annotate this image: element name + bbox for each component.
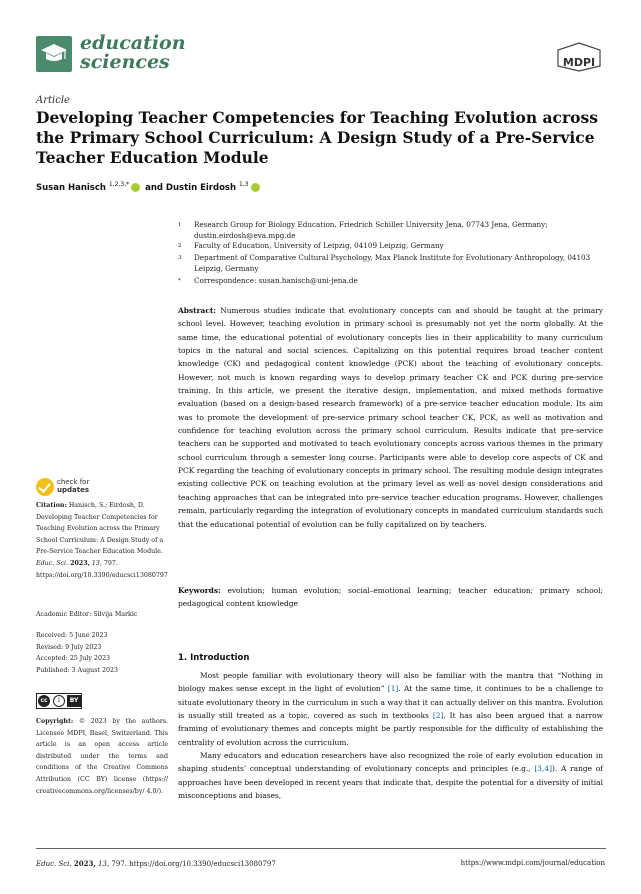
- citation-link[interactable]: [1]: [387, 684, 399, 694]
- affiliation-number: 1: [178, 222, 182, 228]
- citation-label: Citation:: [36, 502, 67, 509]
- check-for-updates-label[interactable]: [57, 478, 89, 494]
- journal-name-line2: sciences: [80, 51, 170, 73]
- journal-logo: [36, 36, 72, 72]
- abstract-text: Numerous studies indicate that evolutionary concepts can and should be taught at the primary school level. However, teaching evolution in primary school is presumably not yet the norm globally. At the same time, the educational potential of evolutionary concepts lies in their applicability to many curriculum topics in the natural and social sciences. Capitalizing on this potential requires broad teacher content knowledge (CK) and pedagogical content knowledge (PCK) about the teaching of evolutionary concepts. However, not much is known regarding ways to develop primary teacher CK and PCK during pre-service training. In this article, we present the iterative design, implementation, and mixed methods formative evaluation (based on a design-based research framework) of a pre-service teacher education module. Its aim was to promote the development of pre-service primary school teacher CK, PCK, as well as motivation and confidence for teaching evolution across the primary school curriculum. Results indicate that pre-service teachers can be supported and motivated to teach evolutionary concepts across various themes in the primary school curriculum through a semester long course. Participants were able to develop core aspects of CK and PCK regarding the teaching of evolutionary concepts in primary school. The resulting module design integrates existing collective PCK on teaching evolution at the primary level as well as novel design considerations and teaching approaches that can be integrated into pre-service teacher education programs. However, challenges remain, particularly regarding the integration of evolutionary concepts in mandated curriculum standards such that the educational potential of evolution can be fully capitalized on by teachers.: [178, 306, 603, 529]
- footer-divider: [36, 848, 606, 849]
- orcid-icon[interactable]: [131, 183, 140, 192]
- affiliation-number: 3: [178, 255, 182, 261]
- article-type: Article: [36, 95, 70, 106]
- author-list: [36, 181, 262, 193]
- citation-text: Hanisch, S.; Eirdosh, D. Developing Teacher Competencies for Teaching Evolution across the Primary School Curriculum: A Design Study of a Pre-Service Teacher Education Module.: [36, 502, 164, 556]
- cc-license-badge[interactable]: [36, 693, 82, 709]
- date-published: Published: 3 August 2023: [36, 666, 119, 674]
- author-name[interactable]: Dustin Eirdosh: [165, 182, 237, 193]
- academic-editor: Academic Editor: Silvija Markic: [36, 611, 138, 618]
- footer-year: 2023,: [73, 859, 96, 868]
- by-icon: BY: [67, 695, 81, 707]
- abstract: [178, 304, 603, 531]
- footer-journal: Educ. Sci.: [36, 860, 72, 868]
- attribution-icon: i: [53, 695, 65, 707]
- citation-link[interactable]: [3,4]: [534, 764, 553, 774]
- copyright-block: [36, 716, 168, 797]
- affiliation-text: Faculty of Education, University of Leipzig, 04109 Leipzig, Germany: [194, 241, 444, 250]
- intro-body: [178, 669, 603, 802]
- graduation-cap-icon: [40, 42, 68, 66]
- footer-journal-url[interactable]: https://www.mdpi.com/journal/education: [460, 859, 605, 867]
- publisher-name: MDPI: [562, 56, 596, 69]
- publisher-logo: [556, 42, 602, 72]
- paragraph-text: ). A range of approaches have been developed in recent years that indicate that, despite the potential for a diversity of initial misconceptions and biases,: [178, 764, 603, 801]
- date-received: Received: 5 June 2023: [36, 632, 108, 639]
- dates-block: [36, 630, 168, 676]
- journal-name-line1: education: [80, 32, 186, 54]
- paragraph-text: . It has also been argued that a narrow framing of evolutionary themes and concepts might be partly responsible for the difficulty of establishing the centrality of evolution across the curriculum.: [178, 711, 603, 747]
- author-name[interactable]: Susan Hanisch: [36, 182, 106, 193]
- date-accepted: Accepted: 25 July 2023: [36, 655, 110, 663]
- check-line1: check for: [57, 478, 90, 486]
- correspondence: [178, 276, 603, 287]
- article-title: Developing Teacher Competencies for Teaching Evolution across the Primary School Curriculum: A Design Study of a Pre-Service Teacher Education Module: [36, 108, 598, 167]
- affiliation-text: Department of Comparative Cultural Psychology, Max Planck Institute for Evolutionary Anthropology, 04103 Leipzig, Germany: [194, 253, 591, 273]
- footer-citation: [36, 859, 276, 868]
- affiliation-number: 2: [178, 243, 182, 249]
- paragraph-text: Many educators and education researchers have also recognized the role of early evolution education in shaping students’ conceptual understanding of evolutionary concepts and principles (e.g.,: [178, 751, 603, 774]
- copyright-text: © 2023 by the authors. Licensee MDPI, Basel, Switzerland. This article is an open access article distributed under the terms and conditions of the Creative Commons Attribution (CC BY) license (https:// creativecommons.org/licenses/by/ 4.0/).: [36, 718, 168, 795]
- author-affiliation-marker: 1,2,3,*: [108, 181, 130, 188]
- section-heading: 1. Introduction: [178, 653, 250, 663]
- citation-block: [36, 500, 168, 581]
- paragraph: [178, 669, 603, 749]
- author-conjunction: and: [145, 182, 163, 193]
- check-for-updates-icon[interactable]: [36, 478, 54, 496]
- keywords-text: evolution; human evolution; social–emotional learning; teacher education; primary school; pedagogical content knowledge: [178, 586, 603, 609]
- citation-volume: 13,: [91, 559, 102, 567]
- date-revised: Revised: 9 July 2023: [36, 643, 102, 651]
- affiliation: [178, 253, 603, 274]
- paragraph: [178, 749, 603, 802]
- citation-link[interactable]: [2]: [432, 711, 444, 721]
- paragraph-text: Most people familiar with evolutionary theory will also be familiar with the mantra that “Nothing in biology makes sense except in the light of evolution”: [178, 671, 603, 694]
- affiliation-text: Research Group for Biology Education, Friedrich Schiller University Jena, 07743 Jena, Germany; dustin.eirdosh@eva.mpg.de: [194, 220, 548, 240]
- check-line2: updates: [57, 486, 89, 494]
- orcid-icon[interactable]: [251, 183, 260, 192]
- paragraph-text: . At the same time, it continues to be a challenge to situate evolutionary theory in the curriculum in such a way that it can actually deliver on this mantra. Evolution is usually still treated as a topic, covered as such in textbooks: [178, 684, 603, 721]
- citation-doi[interactable]: 797. https://doi.org/10.3390/educsci13080797: [36, 559, 168, 579]
- affiliation: [178, 241, 603, 252]
- author-affiliation-marker: 1,3: [239, 181, 249, 188]
- keywords-label: Keywords:: [178, 586, 221, 595]
- journal-name: [80, 34, 186, 72]
- affiliation-number: *: [178, 278, 181, 284]
- footer-volume: 13,: [98, 860, 110, 868]
- cc-icon: cc: [38, 695, 50, 707]
- affiliation: [178, 220, 603, 241]
- footer-doi[interactable]: 797. https://doi.org/10.3390/educsci13080797: [111, 860, 276, 868]
- citation-journal: Educ. Sci.: [36, 559, 69, 567]
- copyright-label: Copyright:: [36, 718, 74, 725]
- correspondence-text: Correspondence: susan.hanisch@uni-jena.de: [194, 276, 358, 285]
- abstract-label: Abstract:: [178, 306, 217, 315]
- keywords: [178, 584, 603, 611]
- citation-year: 2023,: [70, 559, 90, 567]
